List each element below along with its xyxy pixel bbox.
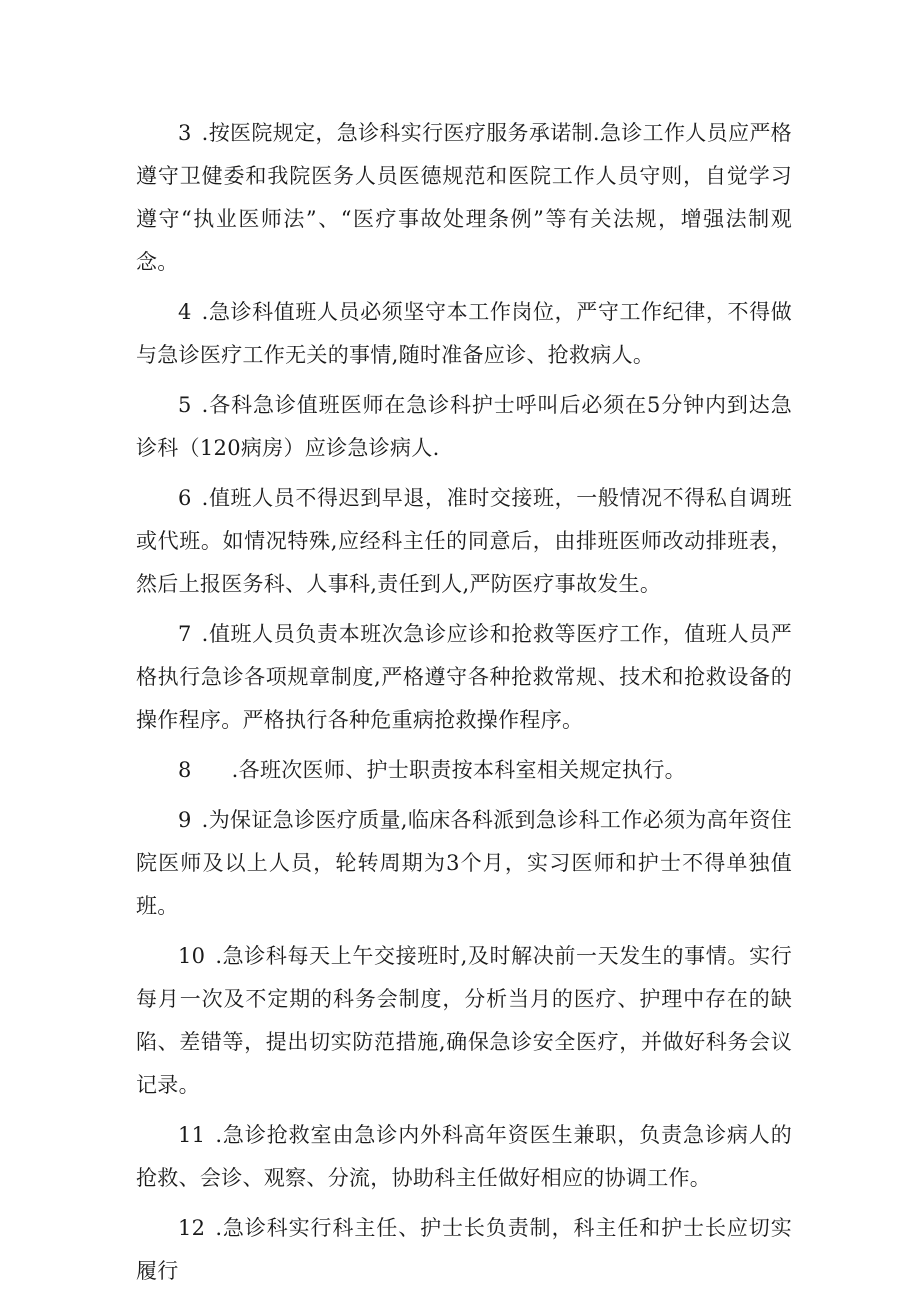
item-number: 8: [178, 758, 192, 782]
item-text: .急诊抢救室由急诊内外科高年资医生兼职，负责急诊病人的抢救、会诊、观察、分流，协助科主任做好相应的协调工作。: [136, 1123, 792, 1190]
list-item: [136, 477, 792, 606]
item-number: 3: [178, 121, 192, 145]
list-item: [136, 799, 792, 928]
item-text: .为保证急诊医疗质量,临床各科派到急诊科工作必须为高年资住院医师及以上人员，轮转周期为3个月，实习医师和护士不得单独值班。: [136, 808, 792, 918]
list-item: [136, 935, 792, 1107]
item-number: 4: [178, 300, 192, 324]
list-item: [136, 112, 792, 284]
item-number: 11: [178, 1123, 206, 1147]
item-number: 12: [178, 1216, 206, 1240]
item-text: .急诊科值班人员必须坚守本工作岗位，严守工作纪律，不得做与急诊医疗工作无关的事情,随时准备应诊、抢救病人。: [136, 300, 792, 367]
item-number: 5: [178, 393, 192, 417]
item-number: 6: [178, 486, 192, 510]
list-item: [136, 1207, 792, 1293]
item-number: 9: [178, 808, 192, 832]
item-text: .值班人员不得迟到早退，准时交接班，一般情况不得私自调班或代班。如情况特殊,应经科主任的同意后，由排班医师改动排班表，然后上报医务科、人事科,责任到人,严防医疗事故发生。: [136, 486, 792, 596]
document-body: [136, 112, 792, 1300]
item-text: .各科急诊值班医师在急诊科护士呼叫后必须在5分钟内到达急诊科（120病房）应诊急诊病人.: [136, 393, 792, 460]
list-item: [136, 749, 792, 792]
item-text: .急诊科实行科主任、护士长负责制，科主任和护士长应切实履行: [136, 1216, 792, 1283]
item-text: .值班人员负责本班次急诊应诊和抢救等医疗工作，值班人员严格执行急诊各项规章制度,严格遵守各种抢救常规、技术和抢救设备的操作程序。严格执行各种危重病抢救操作程序。: [136, 622, 792, 732]
list-item: [136, 613, 792, 742]
list-item: [136, 1114, 792, 1200]
item-text: .按医院规定，急诊科实行医疗服务承诺制.急诊工作人员应严格遵守卫健委和我院医务人员医德规范和医院工作人员守则，自觉学习遵守“执业医师法”、“医疗事故处理条例”等有关法规，增强法制观念。: [136, 121, 792, 274]
item-text: .各班次医师、护士职责按本科室相关规定执行。: [231, 758, 686, 782]
list-item: [136, 384, 792, 470]
list-item: [136, 291, 792, 377]
item-text: .急诊科每天上午交接班时,及时解决前一天发生的事情。实行每月一次及不定期的科务会制度，分析当月的医疗、护理中存在的缺陷、差错等，提出切实防范措施,确保急诊安全医疗，并做好科务会议记录。: [136, 944, 792, 1097]
item-number: 10: [178, 944, 206, 968]
item-number: 7: [178, 622, 192, 646]
